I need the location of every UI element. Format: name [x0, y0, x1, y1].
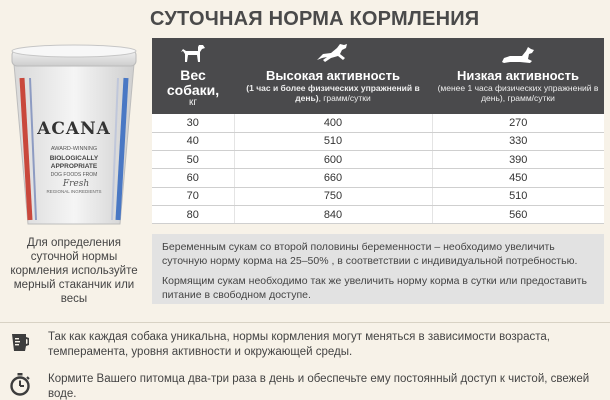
badge-text: AWARD-WINNING [50, 146, 98, 152]
note-pregnant: Беременным сукам со второй половины беременности – необходимо увеличить суточную норму корма на 25–50% , в соответствии с индивидуальной потребностью. [162, 241, 578, 267]
header-low-sub: (менее 1 часа физических упражнений в день), грамм/сутки [437, 83, 599, 103]
table-row [152, 114, 604, 132]
header-high-activity [234, 38, 432, 114]
tip-feeding-text: Кормите Вашего питомца два-три раза в день и обеспечьте ему постоянный доступ к чистой, свежей воде. [48, 373, 590, 400]
table-row [152, 187, 604, 205]
jumping-dog-icon [313, 42, 353, 66]
cell-low: 560 [432, 205, 604, 223]
product-caption: Для определения суточной нормы кормления используйте мерный стаканчик или весы [10, 237, 138, 305]
cell-high: 400 [234, 114, 432, 132]
cell-low: 510 [432, 187, 604, 205]
tagline-3: DOG FOODS FROM [50, 172, 98, 178]
table-row [152, 205, 604, 223]
header-high-label: Высокая активность [266, 68, 400, 83]
stopwatch-icon [8, 372, 32, 396]
cell-high: 840 [234, 205, 432, 223]
header-weight [152, 38, 234, 114]
cell-weight: 60 [152, 169, 234, 187]
cell-weight: 50 [152, 151, 234, 169]
page-title: СУТОЧНАЯ НОРМА КОРМЛЕНИЯ [150, 8, 480, 30]
header-high-sub [238, 83, 428, 103]
table-row [152, 132, 604, 150]
cell-high: 600 [234, 151, 432, 169]
measuring-cup-image [8, 38, 140, 230]
header-high-sub-bold: (1 час и более физических упражнений в день) [246, 83, 420, 103]
cell-high: 660 [234, 169, 432, 187]
header-weight-label: Вес собаки, [166, 67, 220, 98]
brand-logo-text: ACANA [37, 119, 111, 139]
table-row [152, 169, 604, 187]
cell-low: 270 [432, 114, 604, 132]
header-low-activity [432, 38, 604, 114]
cell-weight: 30 [152, 114, 234, 132]
tagline-5: REGIONAL INGREDIENTS [46, 189, 102, 194]
cell-low: 330 [432, 132, 604, 150]
cell-high: 750 [234, 187, 432, 205]
cell-low: 390 [432, 151, 604, 169]
standing-dog-icon [179, 42, 207, 66]
cell-weight: 40 [152, 132, 234, 150]
tip-individual [8, 330, 604, 360]
tagline-4: Fresh [62, 179, 90, 189]
tip-feeding [8, 372, 604, 400]
header-low-label: Низкая активность [456, 68, 580, 83]
note-nursing: Кормящим сукам необходимо так же увеличить норму корма в сутки или предоставить питание в свободном доступе. [162, 275, 587, 301]
table-header-row [152, 38, 604, 114]
lying-dog-icon [498, 42, 538, 66]
feeding-table [152, 38, 604, 224]
pregnancy-note [152, 234, 604, 304]
header-high-sub-rest: , грамм/сутки [318, 93, 371, 103]
cell-high: 510 [234, 132, 432, 150]
cell-weight: 70 [152, 187, 234, 205]
divider [0, 322, 610, 323]
tagline-2: APPROPRIATE [50, 163, 98, 170]
tagline-1: BIOLOGICALLY [49, 155, 99, 162]
tip-individual-text: Так как каждая собака уникальна, нормы кормления могут меняться в зависимости возраста, темперамента, уровня активности и окружающей среды. [48, 331, 550, 358]
cell-weight: 80 [152, 205, 234, 223]
cell-low: 450 [432, 169, 604, 187]
header-weight-unit: кг [188, 97, 198, 108]
table-row [152, 151, 604, 169]
measuring-cup-icon [8, 330, 32, 354]
